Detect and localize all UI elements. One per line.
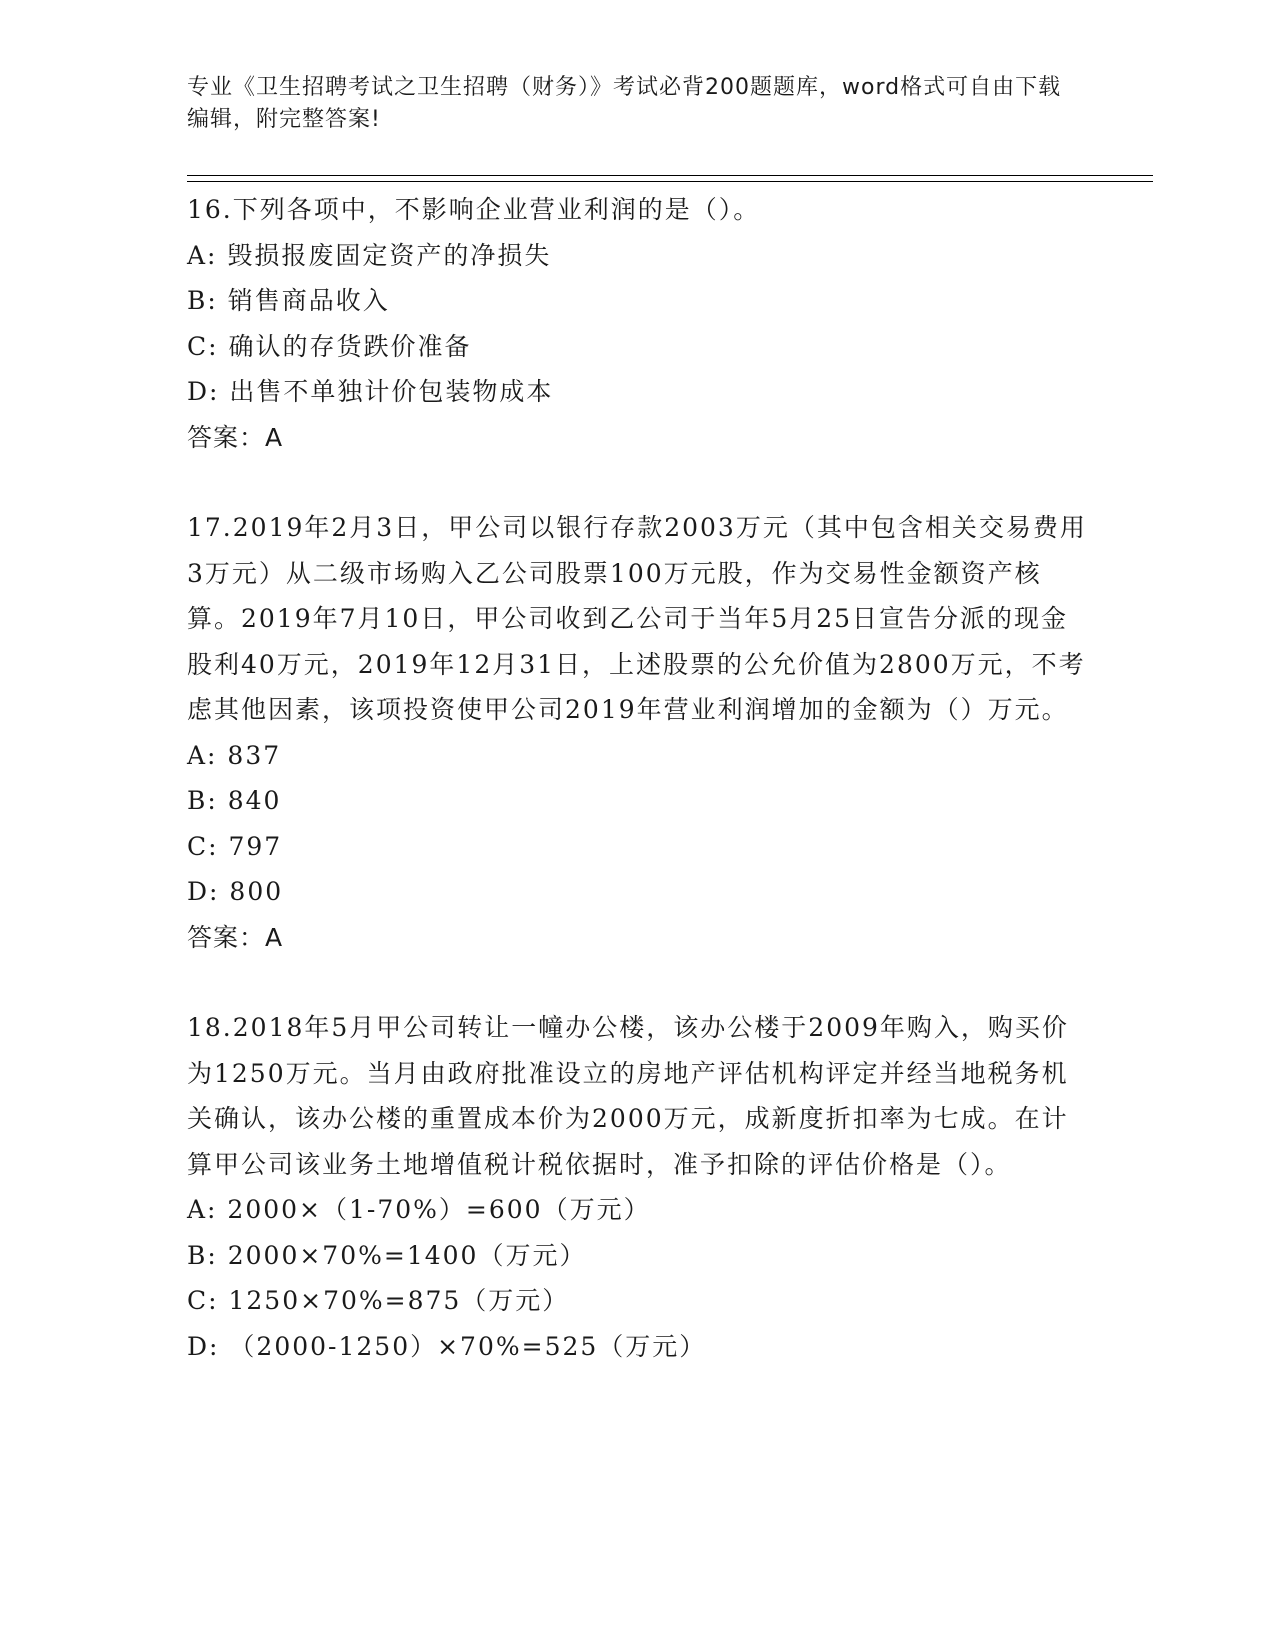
option-a: A: 2000×（1-70%）=600（万元） — [187, 1195, 651, 1224]
question-stem: 17.2019年2月3日，甲公司以银行存款2003万元（其中包含相关交易费用3万元）从二级市场购入乙公司股票100万元股，作为交易性金额资产核算。2019年7月10日，甲公司收到乙公司于当年5月25日宣告分派的现金股利40万元，2019年12月31日，上述股票的公允价值为2800万元，不考虑其他因素，该项投资使甲公司2019年营业利润增加的金额为（）万元。 — [187, 513, 1087, 724]
option-a: A: 837 — [187, 740, 282, 770]
option-d: D: （2000-1250）×70%=525（万元） — [187, 1331, 707, 1361]
header-divider-bottom — [187, 181, 1153, 182]
document-header: 专业《卫生招聘考试之卫生招聘（财务）》考试必背200题题库，word格式可自由下载编辑，附完整答案! — [187, 75, 1062, 132]
option-b: B: 销售商品收入 — [187, 286, 390, 315]
question-16 — [187, 187, 1087, 460]
answer-line: 答案：A — [187, 422, 284, 452]
option-c: C: 797 — [187, 831, 283, 861]
question-stem: 16.下列各项中，不影响企业营业利润的是（）。 — [187, 195, 761, 224]
option-c: C: 1250×70%=875（万元） — [187, 1286, 570, 1315]
question-list — [187, 187, 1087, 1414]
option-b: B: 840 — [187, 786, 282, 815]
answer-line: 答案：A — [187, 922, 284, 952]
option-c: C: 确认的存货跌价准备 — [187, 331, 472, 361]
header-divider-top — [187, 175, 1153, 176]
option-d: D: 800 — [187, 877, 284, 906]
question-stem: 18.2018年5月甲公司转让一幢办公楼，该办公楼于2009年购入，购买价为1250万元。当月由政府批准设立的房地产评估机构评定并经当地税务机关确认，该办公楼的重置成本价为2000万元，成新度折扣率为七成。在计算甲公司该业务土地增值税计税依据时，准予扣除的评估价格是（）。 — [187, 1013, 1069, 1179]
option-d: D: 出售不单独计价包装物成本 — [187, 377, 554, 406]
option-a: A: 毁损报废固定资产的净损失 — [187, 240, 552, 270]
option-b: B: 2000×70%=1400（万元） — [187, 1240, 587, 1270]
question-18 — [187, 1005, 1087, 1369]
question-17 — [187, 505, 1087, 960]
